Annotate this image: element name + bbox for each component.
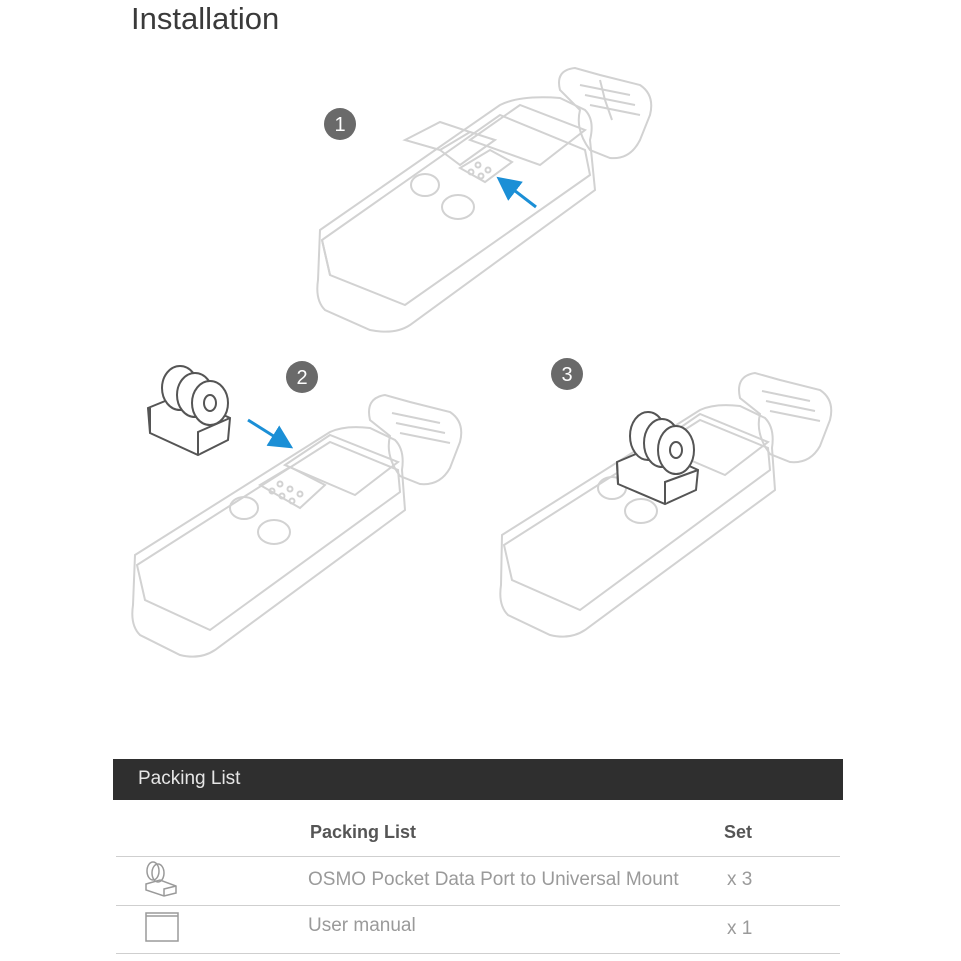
step2-arrow [248, 420, 283, 442]
manual-icon [142, 910, 182, 944]
step2-number: 2 [296, 367, 308, 389]
table-header-set: Set [724, 822, 753, 842]
table-row-2-qty: x 1 [727, 918, 753, 939]
step3-mount [617, 412, 698, 504]
table-row-1-qty: x 3 [727, 869, 753, 890]
packing-list-band-label: Packing List [138, 768, 241, 789]
table-header-name: Packing List [310, 822, 417, 842]
table-row-1-name: OSMO Pocket Data Port to Universal Mount [308, 869, 679, 890]
step1-device [317, 68, 651, 332]
page-title: Installation [131, 1, 280, 36]
table-row-2-name: User manual [308, 915, 416, 936]
step3-device [500, 373, 831, 637]
step1-number: 1 [334, 114, 346, 136]
step2-mount [148, 366, 230, 455]
table-divider [116, 953, 840, 954]
packing-list-band [113, 759, 843, 800]
step1-arrow [506, 184, 536, 207]
table-divider [116, 856, 840, 857]
table-divider [116, 905, 840, 906]
mount-adapter-icon [140, 860, 184, 898]
step3-number: 3 [561, 364, 573, 386]
